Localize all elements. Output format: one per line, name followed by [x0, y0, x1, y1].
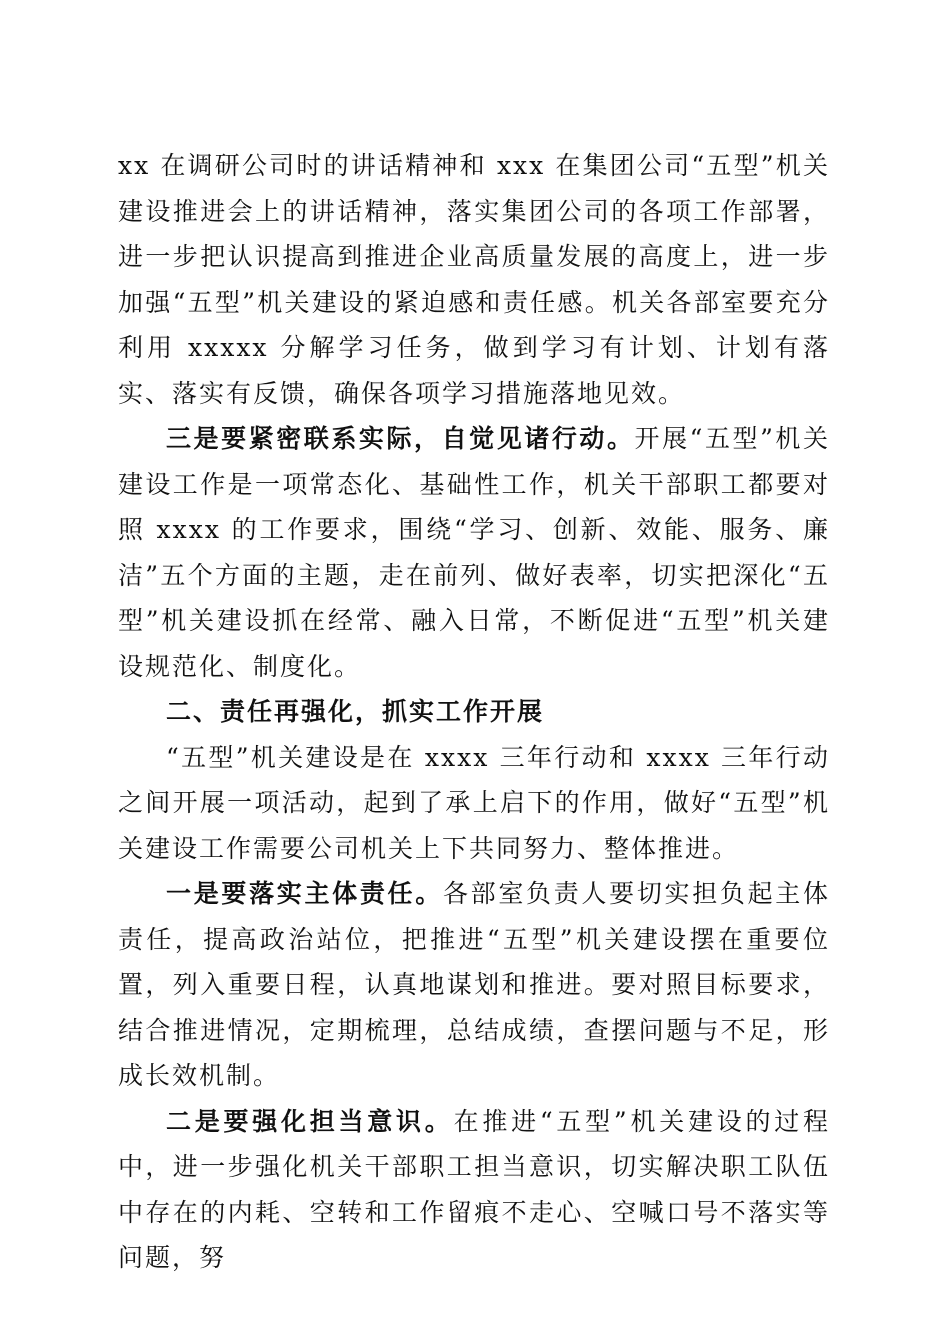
paragraph-text: 各部室负责人要切实担负起主体责任，提高政治站位，把推进“五型”机关建设摆在重要位置，列入重要日程，认真地谋划和推进。要对照目标要求，结合推进情况，定期梳理，总结成绩，查摆问题与不足，形成长效机制。 [118, 879, 830, 1090]
section-heading: 二、责任再强化，抓实工作开展 [166, 697, 545, 726]
paragraph-5 [118, 1099, 830, 1281]
paragraph-lead: 二是要强化担当意识。 [166, 1106, 454, 1136]
paragraph-2 [118, 416, 830, 689]
paragraph-lead: 一是要落实主体责任。 [166, 879, 443, 908]
paragraph-text: “五型”机关建设是在 xxxx 三年行动和 xxxx 三年行动之间开展一项活动，起到了承上启下的作用，做好“五型”机关建设工作需要公司机关上下共同努力、整体推进。 [118, 742, 830, 863]
paragraph-lead: 三是要紧密联系实际，自觉见诸行动。 [166, 424, 635, 453]
paragraph-1 [118, 143, 830, 416]
paragraph-4 [118, 871, 830, 1099]
paragraph-text: 在推进“五型”机关建设的过程中，进一步强化机关干部职工担当意识，切实解决职工队伍中存在的内耗、空转和工作留痕不走心、空喊口号不落实等问题，努 [118, 1106, 830, 1272]
paragraph-text: 开展“五型”机关建设工作是一项常态化、基础性工作，机关干部职工都要对照 xxxx 的工作要求，围绕“学习、创新、效能、服务、廉洁”五个方面的主题，走在前列、做好表率，切实把深化“五型”机关建设抓在经常、融入日常，不断促进“五型”机关建设规范化、制度化。 [118, 424, 830, 681]
document-body [118, 143, 830, 1281]
paragraph-text: xx 在调研公司时的讲话精神和 xxx 在集团公司“五型”机关建设推进会上的讲话精神，落实集团公司的各项工作部署，进一步把认识提高到推进企业高质量发展的高度上，进一步加强“五型”机关建设的紧迫感和责任感。机关各部室要充分利用 xxxxx 分解学习任务，做到学习有计划、计划有落实、落实有反馈，确保各项学习措施落地见效。 [118, 151, 830, 408]
paragraph-3 [118, 735, 830, 872]
